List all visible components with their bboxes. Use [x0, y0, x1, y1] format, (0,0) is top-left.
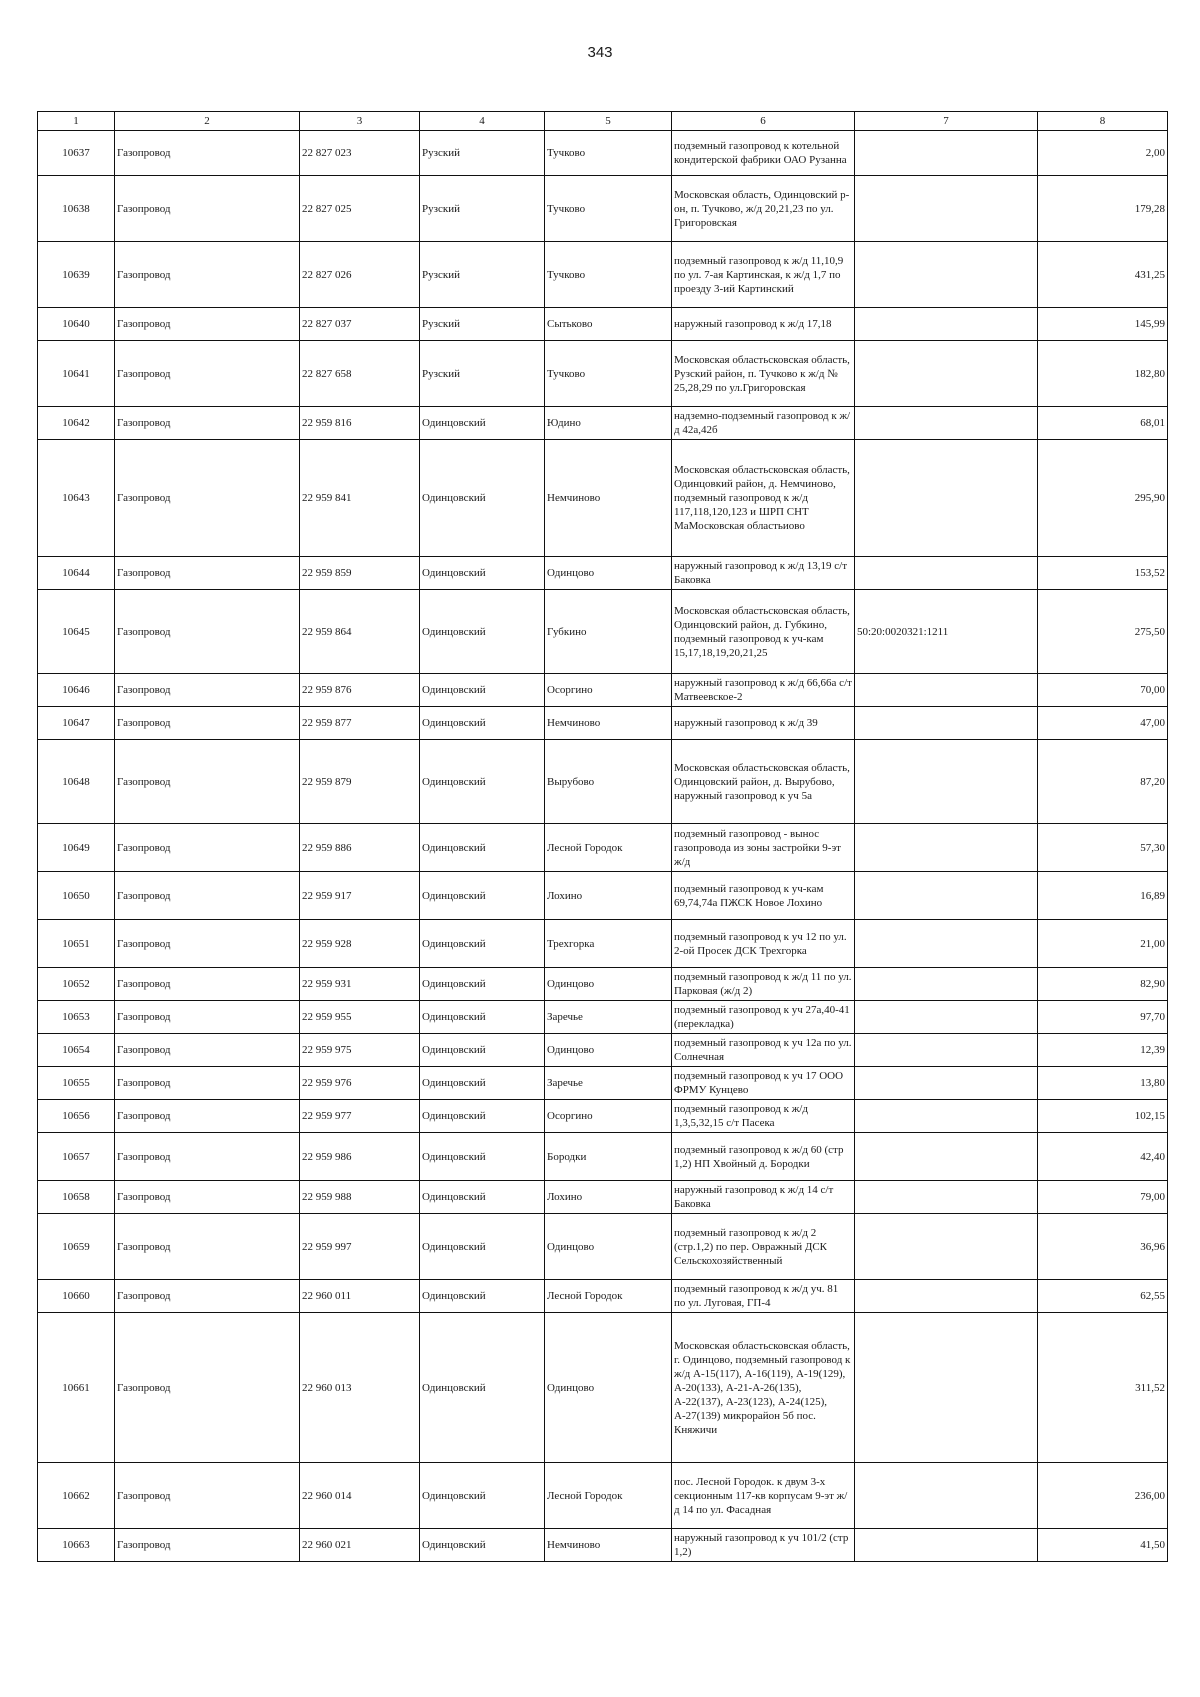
table-row — [38, 1001, 1168, 1034]
table-row — [38, 131, 1168, 176]
cell-number: 10650 — [38, 872, 115, 920]
cell-cadastral-number — [855, 1100, 1038, 1133]
cell-object-type: Газопровод — [115, 407, 300, 440]
cell-code: 22 827 023 — [300, 131, 420, 176]
cell-code: 22 959 876 — [300, 674, 420, 707]
cell-code: 22 960 021 — [300, 1529, 420, 1562]
cell-length: 153,52 — [1038, 557, 1168, 590]
cell-object-type: Газопровод — [115, 341, 300, 407]
cell-district: Рузский — [420, 308, 545, 341]
cell-object-type: Газопровод — [115, 920, 300, 968]
cell-object-type: Газопровод — [115, 176, 300, 242]
cell-number: 10663 — [38, 1529, 115, 1562]
cell-number: 10644 — [38, 557, 115, 590]
cell-length: 236,00 — [1038, 1463, 1168, 1529]
cell-object-type: Газопровод — [115, 1100, 300, 1133]
table-row — [38, 740, 1168, 824]
table-row — [38, 1313, 1168, 1463]
cell-length: 13,80 — [1038, 1067, 1168, 1100]
cell-description: наружный газопровод к ж/д 13,19 с/т Баковка — [672, 557, 855, 590]
table-row — [38, 824, 1168, 872]
cell-cadastral-number — [855, 1463, 1038, 1529]
cell-description: наружный газопровод к ж/д 17,18 — [672, 308, 855, 341]
cell-locality: Лохино — [545, 1181, 672, 1214]
cell-length: 102,15 — [1038, 1100, 1168, 1133]
cell-locality: Заречье — [545, 1067, 672, 1100]
cell-district: Одинцовский — [420, 674, 545, 707]
cell-number: 10661 — [38, 1313, 115, 1463]
cell-description: подземный газопровод к ж/д 1,3,5,32,15 с/т Пасека — [672, 1100, 855, 1133]
cell-length: 182,80 — [1038, 341, 1168, 407]
cell-locality: Немчиново — [545, 440, 672, 557]
cell-description: Московская областьсковская область, Одинцовский район, д. Губкино, подземный газопровод к уч-кам 15,17,18,19,20,21,25 — [672, 590, 855, 674]
cell-object-type: Газопровод — [115, 968, 300, 1001]
cell-locality: Лохино — [545, 872, 672, 920]
cell-code: 22 959 975 — [300, 1034, 420, 1067]
cell-length: 70,00 — [1038, 674, 1168, 707]
cell-number: 10652 — [38, 968, 115, 1001]
cell-code: 22 960 014 — [300, 1463, 420, 1529]
cell-object-type: Газопровод — [115, 1313, 300, 1463]
cell-object-type: Газопровод — [115, 1067, 300, 1100]
cell-cadastral-number — [855, 1181, 1038, 1214]
cell-code: 22 959 955 — [300, 1001, 420, 1034]
cell-object-type: Газопровод — [115, 1529, 300, 1562]
cell-code: 22 959 877 — [300, 707, 420, 740]
cell-object-type: Газопровод — [115, 740, 300, 824]
cell-object-type: Газопровод — [115, 1280, 300, 1313]
cell-length: 82,90 — [1038, 968, 1168, 1001]
cell-object-type: Газопровод — [115, 872, 300, 920]
cell-district: Одинцовский — [420, 920, 545, 968]
cell-district: Одинцовский — [420, 1034, 545, 1067]
cell-length: 42,40 — [1038, 1133, 1168, 1181]
cell-description: подземный газопровод к уч 17 ООО ФРМУ Кунцево — [672, 1067, 855, 1100]
cell-number: 10643 — [38, 440, 115, 557]
cell-locality: Осоргино — [545, 674, 672, 707]
cell-district: Одинцовский — [420, 1181, 545, 1214]
cell-description: наружный газопровод к ж/д 14 с/т Баковка — [672, 1181, 855, 1214]
cell-district: Одинцовский — [420, 1313, 545, 1463]
table-row — [38, 590, 1168, 674]
cell-locality: Одинцово — [545, 557, 672, 590]
table-row — [38, 1181, 1168, 1214]
cell-cadastral-number — [855, 824, 1038, 872]
cell-locality: Немчиново — [545, 1529, 672, 1562]
cell-number: 10638 — [38, 176, 115, 242]
cell-cadastral-number — [855, 740, 1038, 824]
table-row — [38, 1034, 1168, 1067]
cell-number: 10659 — [38, 1214, 115, 1280]
cell-cadastral-number — [855, 1214, 1038, 1280]
table-row — [38, 1280, 1168, 1313]
cell-number: 10640 — [38, 308, 115, 341]
table-row — [38, 1214, 1168, 1280]
table-row — [38, 920, 1168, 968]
cell-code: 22 960 011 — [300, 1280, 420, 1313]
cell-cadastral-number — [855, 131, 1038, 176]
cell-length: 36,96 — [1038, 1214, 1168, 1280]
cell-object-type: Газопровод — [115, 440, 300, 557]
cell-cadastral-number — [855, 1133, 1038, 1181]
cell-locality: Одинцово — [545, 1313, 672, 1463]
cell-locality: Юдино — [545, 407, 672, 440]
cell-description: подземный газопровод к ж/д 2 (стр.1,2) по пер. Овражный ДСК Сельскохозяйственный — [672, 1214, 855, 1280]
cell-length: 295,90 — [1038, 440, 1168, 557]
cell-cadastral-number — [855, 341, 1038, 407]
column-header: 5 — [545, 112, 672, 131]
cell-description: подземный газопровод к ж/д 11,10,9 по ул. 7-ая Картинская, к ж/д 1,7 по проезду 3-ий Картинский — [672, 242, 855, 308]
cell-district: Одинцовский — [420, 968, 545, 1001]
cell-length: 41,50 — [1038, 1529, 1168, 1562]
cell-code: 22 959 886 — [300, 824, 420, 872]
cell-description: подземный газопровод - вынос газопровода из зоны застройки 9-эт ж/д — [672, 824, 855, 872]
cell-number: 10658 — [38, 1181, 115, 1214]
cell-district: Рузский — [420, 176, 545, 242]
cell-object-type: Газопровод — [115, 1133, 300, 1181]
cell-locality: Лесной Городок — [545, 824, 672, 872]
cell-district: Рузский — [420, 242, 545, 308]
cell-locality: Тучково — [545, 242, 672, 308]
cell-cadastral-number — [855, 968, 1038, 1001]
cell-object-type: Газопровод — [115, 131, 300, 176]
cell-district: Одинцовский — [420, 1100, 545, 1133]
cell-locality: Губкино — [545, 590, 672, 674]
cell-object-type: Газопровод — [115, 707, 300, 740]
cell-code: 22 959 917 — [300, 872, 420, 920]
cell-locality: Заречье — [545, 1001, 672, 1034]
cell-code: 22 959 859 — [300, 557, 420, 590]
cell-number: 10642 — [38, 407, 115, 440]
registry-table — [37, 111, 1168, 1562]
cell-number: 10646 — [38, 674, 115, 707]
cell-number: 10651 — [38, 920, 115, 968]
cell-code: 22 827 025 — [300, 176, 420, 242]
cell-code: 22 959 864 — [300, 590, 420, 674]
cell-cadastral-number — [855, 872, 1038, 920]
cell-number: 10649 — [38, 824, 115, 872]
cell-code: 22 959 997 — [300, 1214, 420, 1280]
table-row — [38, 1529, 1168, 1562]
table-row — [38, 1463, 1168, 1529]
cell-district: Одинцовский — [420, 590, 545, 674]
cell-number: 10654 — [38, 1034, 115, 1067]
cell-length: 68,01 — [1038, 407, 1168, 440]
cell-district: Одинцовский — [420, 1133, 545, 1181]
cell-district: Одинцовский — [420, 707, 545, 740]
cell-code: 22 959 977 — [300, 1100, 420, 1133]
cell-description: Московская область, Одинцовский р-он, п. Тучково, ж/д 20,21,23 по ул. Григоровская — [672, 176, 855, 242]
cell-district: Одинцовский — [420, 1001, 545, 1034]
cell-cadastral-number — [855, 1001, 1038, 1034]
cell-code: 22 959 986 — [300, 1133, 420, 1181]
cell-description: подземный газопровод к уч-кам 69,74,74а ПЖСК Новое Лохино — [672, 872, 855, 920]
cell-locality: Тучково — [545, 341, 672, 407]
cell-number: 10647 — [38, 707, 115, 740]
cell-length: 275,50 — [1038, 590, 1168, 674]
cell-cadastral-number — [855, 440, 1038, 557]
cell-description: пос. Лесной Городок. к двум 3-х секционным 117-кв корпусам 9-эт ж/д 14 по ул. Фасадная — [672, 1463, 855, 1529]
cell-locality: Лесной Городок — [545, 1463, 672, 1529]
cell-length: 97,70 — [1038, 1001, 1168, 1034]
cell-object-type: Газопровод — [115, 1214, 300, 1280]
cell-description: подземный газопровод к ж/д уч. 81 по ул. Луговая, ГП-4 — [672, 1280, 855, 1313]
cell-locality: Немчиново — [545, 707, 672, 740]
cell-length: 2,00 — [1038, 131, 1168, 176]
cell-description: наружный газопровод к уч 101/2 (стр 1,2) — [672, 1529, 855, 1562]
cell-number: 10653 — [38, 1001, 115, 1034]
cell-district: Одинцовский — [420, 1280, 545, 1313]
cell-description: подземный газопровод к ж/д 11 по ул. Парковая (ж/д 2) — [672, 968, 855, 1001]
cell-description: подземный газопровод к ж/д 60 (стр 1,2) НП Хвойный д. Бородки — [672, 1133, 855, 1181]
table-row — [38, 968, 1168, 1001]
cell-cadastral-number — [855, 1529, 1038, 1562]
cell-code: 22 959 879 — [300, 740, 420, 824]
cell-locality: Одинцово — [545, 968, 672, 1001]
cell-description: Московская областьсковская область, Рузский район, п. Тучково к ж/д № 25,28,29 по ул.Григоровская — [672, 341, 855, 407]
table-row — [38, 674, 1168, 707]
cell-description: подземный газопровод к уч 12а по ул. Солнечная — [672, 1034, 855, 1067]
cell-number: 10648 — [38, 740, 115, 824]
cell-length: 431,25 — [1038, 242, 1168, 308]
cell-object-type: Газопровод — [115, 242, 300, 308]
cell-code: 22 827 037 — [300, 308, 420, 341]
cell-locality: Одинцово — [545, 1214, 672, 1280]
cell-code: 22 959 976 — [300, 1067, 420, 1100]
cell-cadastral-number — [855, 242, 1038, 308]
cell-cadastral-number — [855, 1313, 1038, 1463]
cell-locality: Бородки — [545, 1133, 672, 1181]
table-row — [38, 1133, 1168, 1181]
cell-cadastral-number — [855, 176, 1038, 242]
column-header: 6 — [672, 112, 855, 131]
table-row — [38, 557, 1168, 590]
cell-number: 10662 — [38, 1463, 115, 1529]
table-row — [38, 308, 1168, 341]
cell-description: подземный газопровод к уч 12 по ул. 2-ой Просек ДСК Трехгорка — [672, 920, 855, 968]
table-row — [38, 242, 1168, 308]
cell-code: 22 827 026 — [300, 242, 420, 308]
cell-district: Одинцовский — [420, 1463, 545, 1529]
cell-number: 10641 — [38, 341, 115, 407]
table-row — [38, 176, 1168, 242]
cell-number: 10655 — [38, 1067, 115, 1100]
cell-object-type: Газопровод — [115, 557, 300, 590]
table-row — [38, 1100, 1168, 1133]
cell-district: Одинцовский — [420, 1067, 545, 1100]
cell-cadastral-number — [855, 308, 1038, 341]
cell-length: 87,20 — [1038, 740, 1168, 824]
cell-district: Одинцовский — [420, 1529, 545, 1562]
cell-code: 22 959 931 — [300, 968, 420, 1001]
cell-locality: Тучково — [545, 131, 672, 176]
column-header: 7 — [855, 112, 1038, 131]
cell-number: 10660 — [38, 1280, 115, 1313]
cell-object-type: Газопровод — [115, 1034, 300, 1067]
cell-number: 10639 — [38, 242, 115, 308]
cell-district: Одинцовский — [420, 824, 545, 872]
cell-description: надземно-подземный газопровод к ж/д 42а,42б — [672, 407, 855, 440]
cell-code: 22 827 658 — [300, 341, 420, 407]
cell-code: 22 959 841 — [300, 440, 420, 557]
cell-object-type: Газопровод — [115, 590, 300, 674]
cell-object-type: Газопровод — [115, 1001, 300, 1034]
column-header: 2 — [115, 112, 300, 131]
cell-object-type: Газопровод — [115, 1181, 300, 1214]
cell-locality: Вырубово — [545, 740, 672, 824]
cell-object-type: Газопровод — [115, 824, 300, 872]
cell-object-type: Газопровод — [115, 674, 300, 707]
column-header: 8 — [1038, 112, 1168, 131]
cell-description: наружный газопровод к ж/д 39 — [672, 707, 855, 740]
cell-cadastral-number — [855, 407, 1038, 440]
cell-description: Московская областьсковская область, Одинцовский район, д. Вырубово, наружный газопровод к уч 5а — [672, 740, 855, 824]
cell-locality: Лесной Городок — [545, 1280, 672, 1313]
cell-district: Одинцовский — [420, 872, 545, 920]
cell-length: 311,52 — [1038, 1313, 1168, 1463]
cell-cadastral-number — [855, 707, 1038, 740]
cell-code: 22 960 013 — [300, 1313, 420, 1463]
cell-code: 22 959 988 — [300, 1181, 420, 1214]
cell-cadastral-number — [855, 1067, 1038, 1100]
cell-number: 10656 — [38, 1100, 115, 1133]
cell-code: 22 959 816 — [300, 407, 420, 440]
cell-description: подземный газопровод к котельной кондитерской фабрики ОАО Рузанна — [672, 131, 855, 176]
cell-district: Одинцовский — [420, 557, 545, 590]
cell-cadastral-number — [855, 1280, 1038, 1313]
cell-object-type: Газопровод — [115, 308, 300, 341]
cell-district: Одинцовский — [420, 407, 545, 440]
table-row — [38, 707, 1168, 740]
cell-description: наружный газопровод к ж/д 66,66а с/т Матвеевское-2 — [672, 674, 855, 707]
cell-length: 62,55 — [1038, 1280, 1168, 1313]
column-header: 4 — [420, 112, 545, 131]
cell-cadastral-number — [855, 920, 1038, 968]
cell-district: Одинцовский — [420, 440, 545, 557]
table-row — [38, 872, 1168, 920]
cell-number: 10645 — [38, 590, 115, 674]
header-row — [38, 112, 1168, 131]
cell-district: Рузский — [420, 341, 545, 407]
column-header: 3 — [300, 112, 420, 131]
cell-object-type: Газопровод — [115, 1463, 300, 1529]
table-row — [38, 1067, 1168, 1100]
cell-number: 10657 — [38, 1133, 115, 1181]
cell-description: Московская областьсковская область, г. Одинцово, подземный газопровод к ж/д А-15(117), А-16(119), А-19(129), А-20(133), А-21-А-26(135), А-22(137), А-23(123), А-24(125), А-27(139) микрорайон 5б пос. Княжичи — [672, 1313, 855, 1463]
cell-length: 16,89 — [1038, 872, 1168, 920]
cell-length: 47,00 — [1038, 707, 1168, 740]
cell-cadastral-number — [855, 557, 1038, 590]
cell-length: 145,99 — [1038, 308, 1168, 341]
cell-length: 12,39 — [1038, 1034, 1168, 1067]
cell-locality: Тучково — [545, 176, 672, 242]
cell-locality: Осоргино — [545, 1100, 672, 1133]
cell-cadastral-number: 50:20:0020321:1211 — [855, 590, 1038, 674]
cell-code: 22 959 928 — [300, 920, 420, 968]
table-row — [38, 407, 1168, 440]
cell-cadastral-number — [855, 674, 1038, 707]
cell-length: 57,30 — [1038, 824, 1168, 872]
column-header: 1 — [38, 112, 115, 131]
cell-length: 21,00 — [1038, 920, 1168, 968]
table-body — [38, 112, 1168, 1562]
cell-length: 179,28 — [1038, 176, 1168, 242]
cell-description: подземный газопровод к уч 27а,40-41 (перекладка) — [672, 1001, 855, 1034]
cell-district: Одинцовский — [420, 740, 545, 824]
cell-description: Московская областьсковская область, Одинцовкий район, д. Немчиново, подземный газопровод к ж/д 117,118,120,123 и ШРП СНТ МаМосковская областьиово — [672, 440, 855, 557]
table-row — [38, 440, 1168, 557]
table-row — [38, 341, 1168, 407]
cell-locality: Одинцово — [545, 1034, 672, 1067]
cell-district: Одинцовский — [420, 1214, 545, 1280]
cell-number: 10637 — [38, 131, 115, 176]
cell-district: Рузский — [420, 131, 545, 176]
cell-length: 79,00 — [1038, 1181, 1168, 1214]
page-number: 343 — [587, 44, 613, 61]
cell-cadastral-number — [855, 1034, 1038, 1067]
cell-locality: Сытьково — [545, 308, 672, 341]
cell-locality: Трехгорка — [545, 920, 672, 968]
